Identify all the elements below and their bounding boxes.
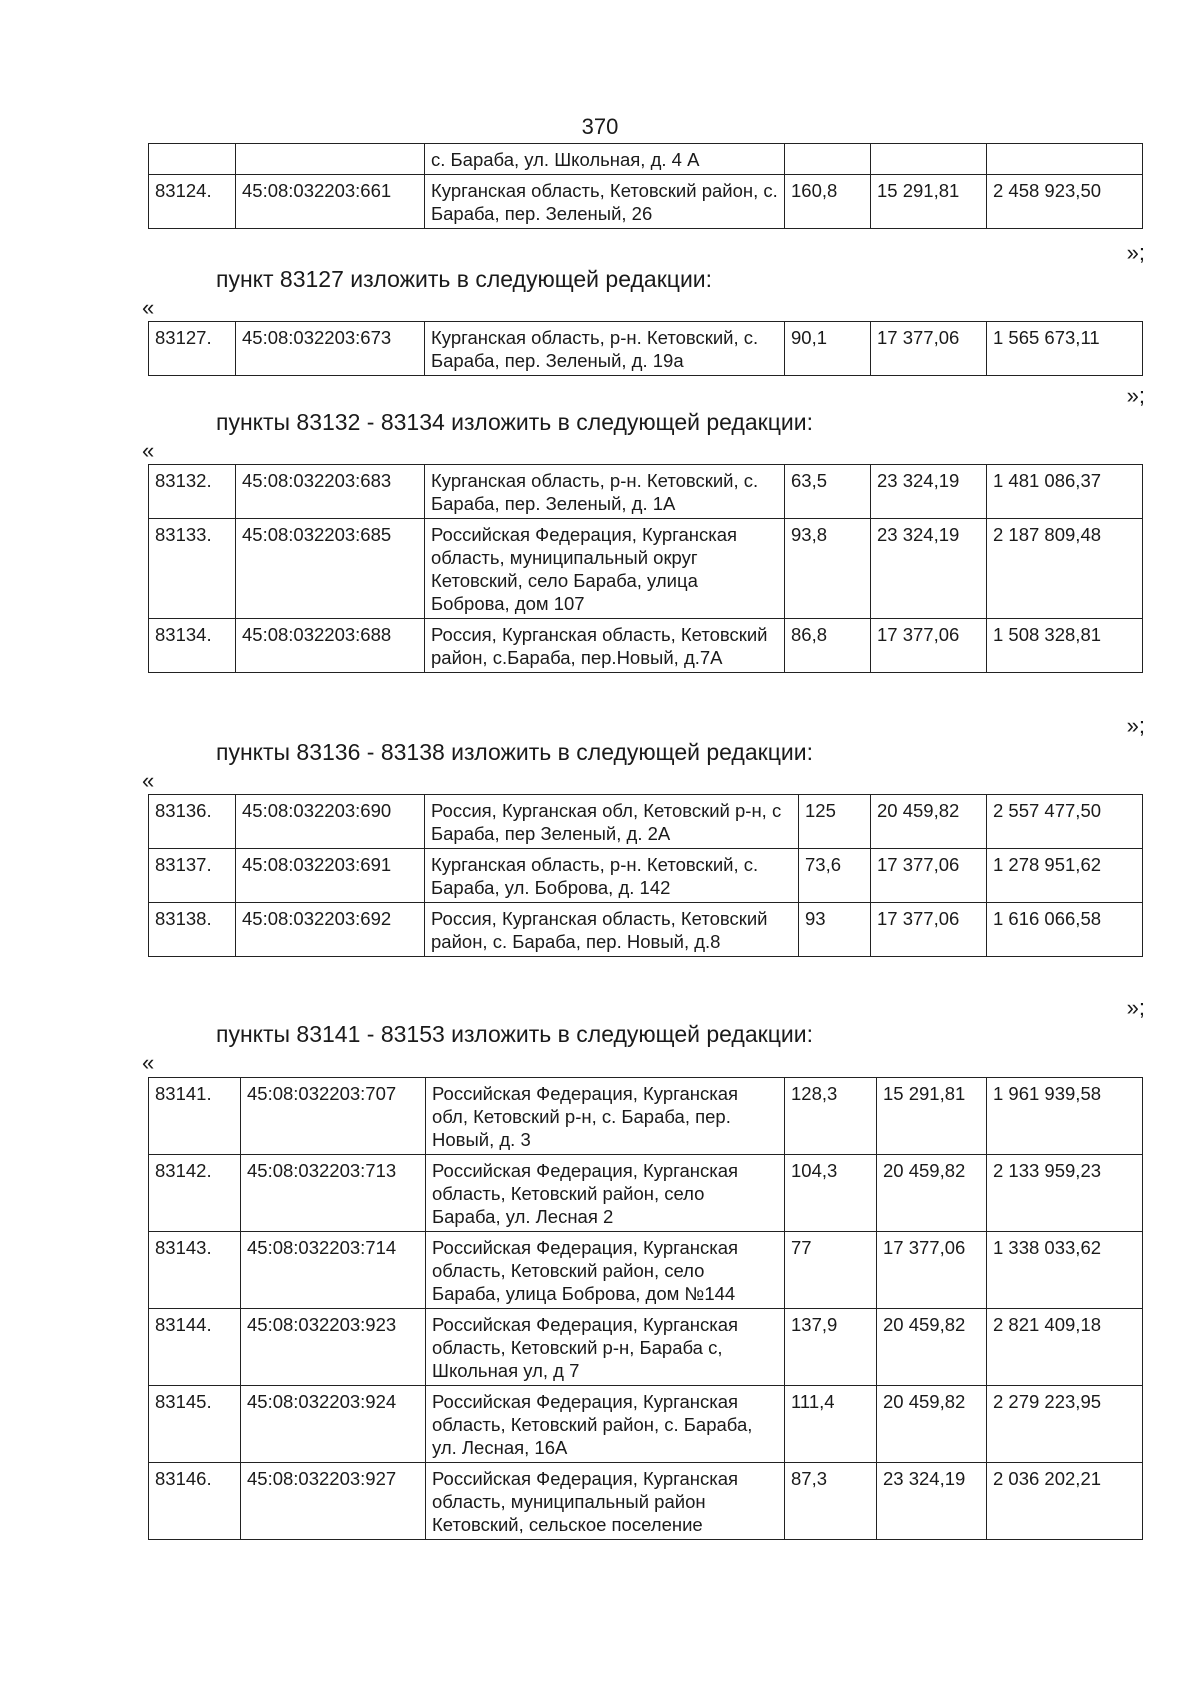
- area-cell: 125: [799, 795, 871, 849]
- table-row: [149, 1386, 1143, 1463]
- cadastral-number-cell: 45:08:032203:690: [236, 795, 425, 849]
- address-cell: Российская Федерация, Курганская область, муниципальный район Кетовский, сельское поселение: [426, 1463, 785, 1540]
- section-heading: пункты 83132 - 83134 изложить в следующей редакции:: [216, 409, 813, 435]
- cadastral-value-cell: 1 278 951,62: [987, 849, 1143, 903]
- opening-quote: «: [142, 768, 155, 793]
- cadastral-value-cell: 2 133 959,23: [987, 1155, 1143, 1232]
- item-number-cell: 83132.: [149, 465, 236, 519]
- table-row: [149, 1232, 1143, 1309]
- cadastral-value-cell: 1 616 066,58: [987, 903, 1143, 957]
- table-section-3: [148, 794, 1143, 957]
- address-cell: Российская Федерация, Курганская область, муниципальный округ Кетовский, село Бараба, улица Боброва, дом 107: [425, 519, 785, 619]
- item-number-cell: 83144.: [149, 1309, 241, 1386]
- price-per-unit-cell: [871, 144, 987, 175]
- item-number-cell: 83142.: [149, 1155, 241, 1232]
- price-per-unit-cell: 20 459,82: [877, 1309, 987, 1386]
- price-per-unit-cell: 17 377,06: [877, 1232, 987, 1309]
- area-cell: 90,1: [785, 322, 871, 376]
- table-row: [149, 1155, 1143, 1232]
- cadastral-number-cell: 45:08:032203:707: [241, 1078, 426, 1155]
- area-cell: 73,6: [799, 849, 871, 903]
- cadastral-number-cell: 45:08:032203:661: [236, 175, 425, 229]
- table-row: [149, 144, 1143, 175]
- section-heading: пункт 83127 изложить в следующей редакции:: [216, 266, 713, 292]
- cadastral-number-cell: 45:08:032203:923: [241, 1309, 426, 1386]
- price-per-unit-cell: 17 377,06: [871, 903, 987, 957]
- item-number-cell: 83136.: [149, 795, 236, 849]
- table-section-4: [148, 1077, 1143, 1540]
- cadastral-value-cell: 2 187 809,48: [987, 519, 1143, 619]
- table-row: [149, 903, 1143, 957]
- page-number: 370: [581, 114, 619, 139]
- area-cell: 160,8: [785, 175, 871, 229]
- item-number-cell: 83146.: [149, 1463, 241, 1540]
- cadastral-number-cell: 45:08:032203:691: [236, 849, 425, 903]
- table-row: [149, 465, 1143, 519]
- address-cell: Курганская область, р-н. Кетовский, с. Бараба, пер. Зеленый, д. 19а: [425, 322, 785, 376]
- area-cell: 87,3: [785, 1463, 877, 1540]
- cadastral-value-cell: 2 458 923,50: [987, 175, 1143, 229]
- cadastral-number-cell: 45:08:032203:685: [236, 519, 425, 619]
- item-number-cell: 83127.: [149, 322, 236, 376]
- table-row: [149, 1309, 1143, 1386]
- item-number-cell: 83143.: [149, 1232, 241, 1309]
- table-section-2: [148, 464, 1143, 673]
- item-number-cell: 83137.: [149, 849, 236, 903]
- opening-quote: «: [142, 438, 155, 463]
- area-cell: 111,4: [785, 1386, 877, 1463]
- cadastral-number-cell: 45:08:032203:714: [241, 1232, 426, 1309]
- address-cell: Российская Федерация, Курганская область, Кетовский район, село Бараба, улица Боброва, дом №144: [426, 1232, 785, 1309]
- item-number-cell: 83134.: [149, 619, 236, 673]
- table-row: [149, 1463, 1143, 1540]
- item-number-cell: 83138.: [149, 903, 236, 957]
- cadastral-value-cell: 1 508 328,81: [987, 619, 1143, 673]
- price-per-unit-cell: 20 459,82: [871, 795, 987, 849]
- item-number-cell: 83133.: [149, 519, 236, 619]
- price-per-unit-cell: 17 377,06: [871, 619, 987, 673]
- area-cell: 86,8: [785, 619, 871, 673]
- closing-quote: »;: [1126, 240, 1145, 265]
- item-number-cell: 83141.: [149, 1078, 241, 1155]
- price-per-unit-cell: 20 459,82: [877, 1386, 987, 1463]
- cadastral-value-cell: 1 481 086,37: [987, 465, 1143, 519]
- table-row: [149, 619, 1143, 673]
- closing-quote: »;: [1126, 383, 1145, 408]
- table-row: [149, 849, 1143, 903]
- area-cell: 77: [785, 1232, 877, 1309]
- area-cell: [785, 144, 871, 175]
- area-cell: 93,8: [785, 519, 871, 619]
- address-cell: Российская Федерация, Курганская обл, Кетовский р-н, с. Бараба, пер. Новый, д. 3: [426, 1078, 785, 1155]
- address-cell: Курганская область, р-н. Кетовский, с. Бараба, ул. Боброва, д. 142: [425, 849, 799, 903]
- section-heading: пункты 83136 - 83138 изложить в следующей редакции:: [216, 739, 813, 765]
- closing-quote: »;: [1126, 995, 1145, 1020]
- address-cell: Курганская область, р-н. Кетовский, с. Бараба, пер. Зеленый, д. 1А: [425, 465, 785, 519]
- cadastral-number-cell: [236, 144, 425, 175]
- cadastral-number-cell: 45:08:032203:683: [236, 465, 425, 519]
- cadastral-value-cell: 2 036 202,21: [987, 1463, 1143, 1540]
- address-cell: с. Бараба, ул. Школьная, д. 4 А: [425, 144, 785, 175]
- cadastral-value-cell: 2 279 223,95: [987, 1386, 1143, 1463]
- table-section-1: [148, 321, 1143, 376]
- area-cell: 63,5: [785, 465, 871, 519]
- cadastral-number-cell: 45:08:032203:713: [241, 1155, 426, 1232]
- cadastral-value-cell: [987, 144, 1143, 175]
- address-cell: Курганская область, Кетовский район, с. Бараба, пер. Зеленый, 26: [425, 175, 785, 229]
- cadastral-number-cell: 45:08:032203:688: [236, 619, 425, 673]
- table-row: [149, 1078, 1143, 1155]
- cadastral-value-cell: 1 961 939,58: [987, 1078, 1143, 1155]
- address-cell: Российская Федерация, Курганская область, Кетовский р-н, Бараба с, Школьная ул, д 7: [426, 1309, 785, 1386]
- table-row: [149, 519, 1143, 619]
- price-per-unit-cell: 15 291,81: [871, 175, 987, 229]
- cadastral-number-cell: 45:08:032203:673: [236, 322, 425, 376]
- cadastral-value-cell: 1 565 673,11: [987, 322, 1143, 376]
- price-per-unit-cell: 23 324,19: [877, 1463, 987, 1540]
- address-cell: Россия, Курганская область, Кетовский район, с.Бараба, пер.Новый, д.7А: [425, 619, 785, 673]
- item-number-cell: 83145.: [149, 1386, 241, 1463]
- address-cell: Российская Федерация, Курганская область, Кетовский район, с. Бараба, ул. Лесная, 16А: [426, 1386, 785, 1463]
- area-cell: 104,3: [785, 1155, 877, 1232]
- address-cell: Россия, Курганская обл, Кетовский р-н, с Бараба, пер Зеленый, д. 2А: [425, 795, 799, 849]
- table-row: [149, 795, 1143, 849]
- area-cell: 93: [799, 903, 871, 957]
- price-per-unit-cell: 17 377,06: [871, 322, 987, 376]
- address-cell: Россия, Курганская область, Кетовский район, с. Бараба, пер. Новый, д.8: [425, 903, 799, 957]
- area-cell: 137,9: [785, 1309, 877, 1386]
- opening-quote: «: [142, 1050, 155, 1075]
- cadastral-value-cell: 2 557 477,50: [987, 795, 1143, 849]
- closing-quote: »;: [1126, 713, 1145, 738]
- cadastral-number-cell: 45:08:032203:692: [236, 903, 425, 957]
- section-heading: пункты 83141 - 83153 изложить в следующей редакции:: [216, 1021, 813, 1047]
- price-per-unit-cell: 20 459,82: [877, 1155, 987, 1232]
- table-row: [149, 322, 1143, 376]
- price-per-unit-cell: 17 377,06: [871, 849, 987, 903]
- price-per-unit-cell: 15 291,81: [877, 1078, 987, 1155]
- cadastral-number-cell: 45:08:032203:927: [241, 1463, 426, 1540]
- address-cell: Российская Федерация, Курганская область, Кетовский район, село Бараба, ул. Лесная 2: [426, 1155, 785, 1232]
- cadastral-value-cell: 2 821 409,18: [987, 1309, 1143, 1386]
- cadastral-value-cell: 1 338 033,62: [987, 1232, 1143, 1309]
- cadastral-number-cell: 45:08:032203:924: [241, 1386, 426, 1463]
- table-continuation: [148, 143, 1143, 229]
- opening-quote: «: [142, 295, 155, 320]
- price-per-unit-cell: 23 324,19: [871, 465, 987, 519]
- price-per-unit-cell: 23 324,19: [871, 519, 987, 619]
- table-row: [149, 175, 1143, 229]
- area-cell: 128,3: [785, 1078, 877, 1155]
- item-number-cell: 83124.: [149, 175, 236, 229]
- item-number-cell: [149, 144, 236, 175]
